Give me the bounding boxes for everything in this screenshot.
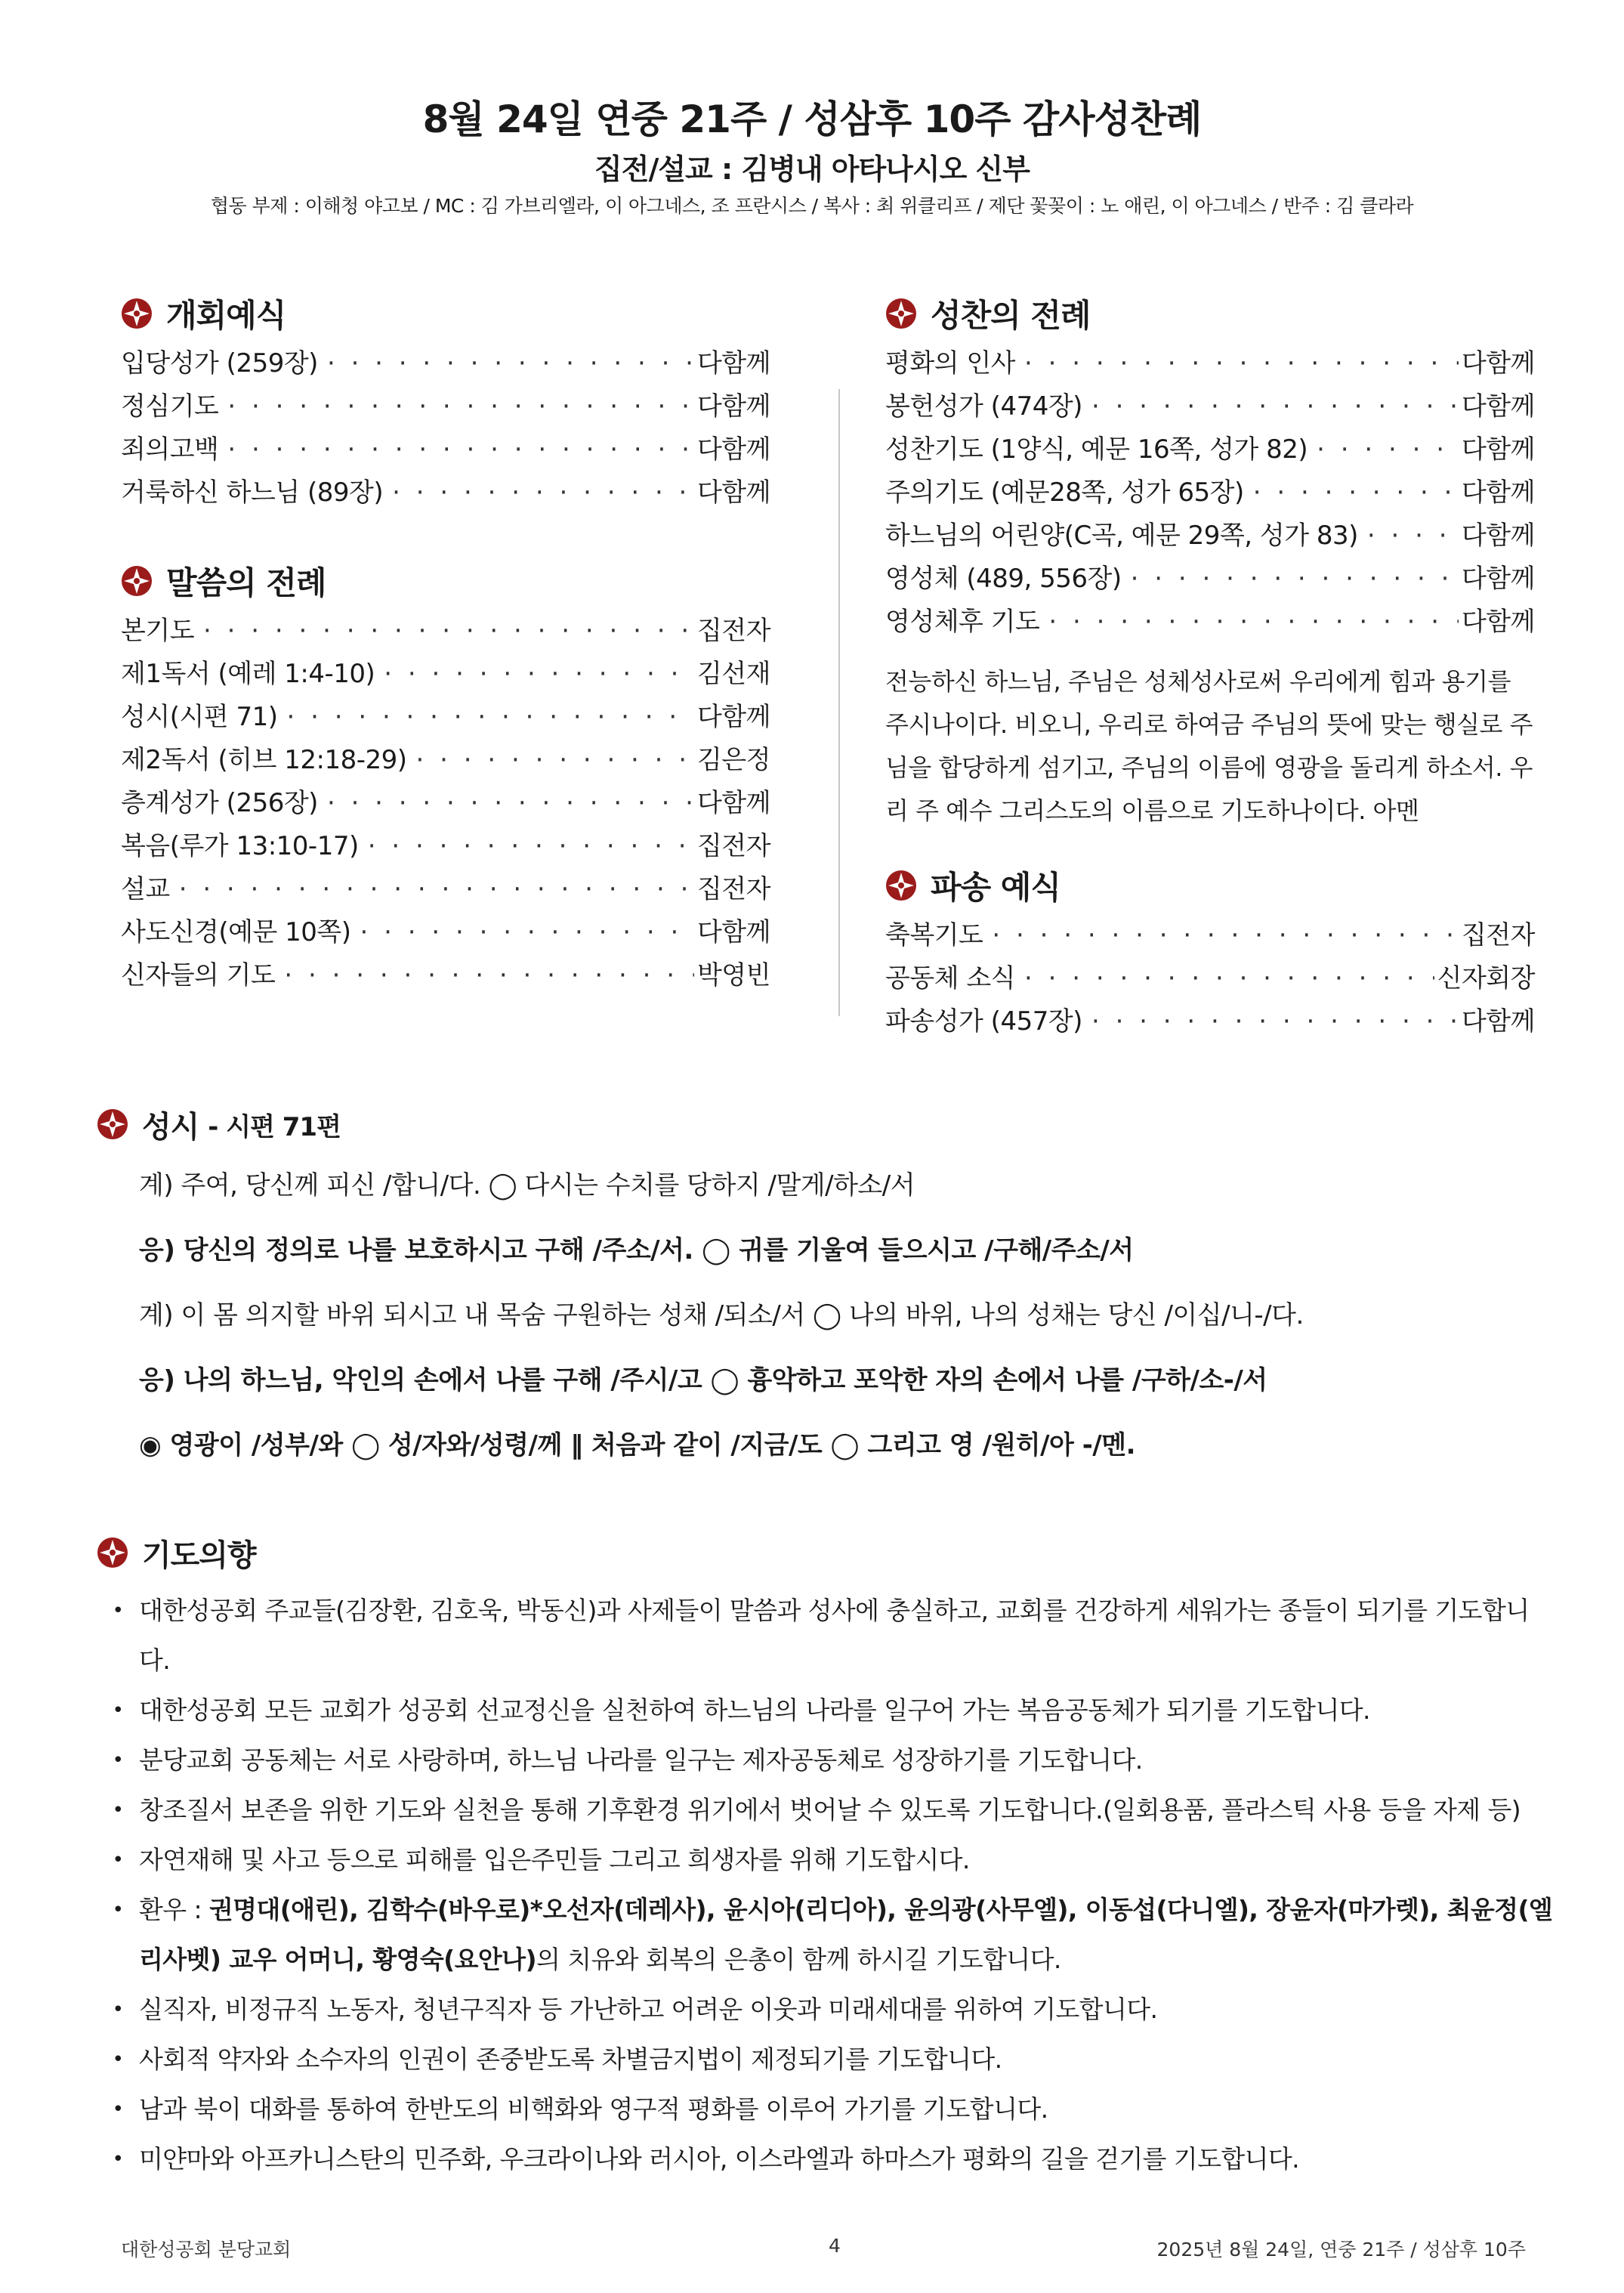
list-item bbox=[121, 342, 770, 385]
psalm-line: 계) 주여, 당신께 피신 /합니/다. ◯ 다시는 수치를 당하지 /말게/하소/서 bbox=[139, 1170, 915, 1201]
leader-dots bbox=[327, 788, 694, 818]
list-item bbox=[885, 957, 1535, 1000]
item-leader: 다함께 bbox=[1461, 1006, 1535, 1037]
list-item bbox=[121, 868, 770, 911]
list-item bbox=[121, 385, 770, 428]
leader-dots bbox=[1091, 1006, 1459, 1037]
section-title: 기도의향 bbox=[142, 1537, 256, 1573]
item-name: 거룩하신 하느님 (89장) bbox=[121, 477, 384, 508]
section-title: 말씀의 전례 bbox=[166, 564, 326, 601]
list-item-patients: • 환우 : 권명대(애린), 김학수(바우로)*오선자(데레사), 윤시아(리디아), 윤의광(사무엘), 이동섭(다니엘), 장윤자(마가렛), 최윤정(엘리사벳) 교우 어머니, 황영숙(요안나)의 치유와 회복의 은총이 함께 하시길 기도합니다. bbox=[112, 1895, 1553, 1974]
leader-dots bbox=[227, 391, 694, 422]
item-name: 영성체후 기도 bbox=[885, 607, 1040, 637]
section-opening-heading bbox=[121, 291, 770, 336]
list-item: • 대한성공회 주교들(김장환, 김호욱, 박동신)과 사제들이 말씀과 성사에 충실하고, 교회를 건강하게 세워가는 종들이 되기를 기도합니다. bbox=[112, 1596, 1530, 1675]
leader-dots bbox=[1367, 521, 1459, 551]
right-column bbox=[885, 291, 1535, 1043]
footer-church: 대한성공회 분당교회 bbox=[121, 2239, 292, 2261]
list-item bbox=[121, 696, 770, 739]
list-item: • 자연재해 및 사고 등으로 피해를 입은주민들 그리고 희생자를 위해 기도합시다. bbox=[112, 1845, 970, 1874]
item-leader: 다함께 bbox=[1461, 607, 1535, 637]
list-item bbox=[885, 914, 1535, 957]
list-item bbox=[885, 1000, 1535, 1043]
section-dismissal-heading bbox=[885, 863, 1535, 908]
list-item: • 남과 북이 대화를 통하여 한반도의 비핵화와 영구적 평화를 이루어 가기를 기도합니다. bbox=[112, 2094, 1048, 2124]
item-leader: 신자회장 bbox=[1437, 963, 1535, 994]
cross-circle-icon bbox=[121, 298, 153, 329]
leader-dots bbox=[227, 434, 694, 465]
item-name: 공동체 소식 bbox=[885, 963, 1016, 994]
leader-dots bbox=[384, 659, 694, 689]
section-subtitle: - 시편 71편 bbox=[208, 1111, 341, 1142]
list-item bbox=[121, 471, 770, 515]
item-name: 주의기도 (예문28쪽, 성가 65장) bbox=[885, 477, 1244, 508]
item-leader: 다함께 bbox=[696, 788, 770, 818]
item-name: 설교 bbox=[121, 874, 170, 904]
item-leader: 다함께 bbox=[696, 917, 770, 947]
leader-dots bbox=[286, 702, 693, 732]
leader-dots bbox=[327, 348, 694, 379]
item-name: 죄의고백 bbox=[121, 434, 219, 465]
leader-dots bbox=[1091, 391, 1459, 422]
list-item bbox=[885, 428, 1535, 471]
leader-dots bbox=[1048, 607, 1459, 637]
column-divider bbox=[838, 389, 840, 1016]
list-item bbox=[121, 782, 770, 825]
post-communion-prayer: 전능하신 하느님, 주님은 성체성사로써 우리에게 힘과 용기를 주시나이다. 비오니, 우리로 하여금 주님의 뜻에 맞는 행실로 주님을 합당하게 섬기고, 주님의 이름에 영광을 돌리게 하소서. 우리 주 예수 그리스도의 이름으로 기도하나이다. 아멘 bbox=[885, 667, 1533, 825]
psalm-line: ◉ 영광이 /성부/와 ◯ 성/자와/성령/께 ‖ 처음과 같이 /지금/도 ◯ 그리고 영 /원히/아 -/멘. bbox=[139, 1430, 1135, 1460]
item-name: 신자들의 기도 bbox=[121, 960, 276, 990]
page-footer bbox=[121, 2235, 1548, 2265]
item-leader: 김은정 bbox=[696, 745, 770, 775]
section-intentions-heading bbox=[97, 1530, 1555, 1575]
patients-prefix: 환우 : bbox=[139, 1895, 209, 1924]
list-item: • 창조질서 보존을 위한 기도와 실천을 통해 기후환경 위기에서 벗어날 수 있도록 기도합니다.(일회용품, 플라스틱 사용 등을 자제 등) bbox=[112, 1795, 1521, 1825]
leader-dots bbox=[203, 616, 694, 646]
item-name: 제1독서 (예레 1:4-10) bbox=[121, 659, 375, 689]
item-leader: 다함께 bbox=[696, 477, 770, 508]
cross-circle-icon bbox=[121, 565, 153, 597]
item-name: 평화의 인사 bbox=[885, 348, 1016, 379]
item-leader: 다함께 bbox=[696, 702, 770, 732]
word-list bbox=[121, 610, 770, 997]
psalm-line: 응) 당신의 정의로 나를 보호하시고 구해 /주소/서. ◯ 귀를 기울여 들으시고 /구해/주소/서 bbox=[139, 1235, 1134, 1265]
list-item: • 미얀마와 아프카니스탄의 민주화, 우크라이나와 러시아, 이스라엘과 하마스가 평화의 길을 걷기를 기도합니다. bbox=[112, 2144, 1300, 2174]
item-name: 축복기도 bbox=[885, 920, 983, 950]
section-title: 개회예식 bbox=[166, 297, 286, 334]
item-leader: 다함께 bbox=[1461, 391, 1535, 422]
leader-dots bbox=[1024, 348, 1459, 379]
psalm-section bbox=[97, 1102, 1532, 1478]
item-leader: 박영빈 bbox=[696, 960, 770, 990]
leader-dots bbox=[360, 917, 694, 947]
left-column bbox=[121, 291, 770, 997]
cross-circle-icon bbox=[97, 1108, 128, 1140]
section-title: 성시 bbox=[142, 1109, 199, 1145]
leader-dots bbox=[392, 477, 694, 508]
item-name: 봉헌성가 (474장) bbox=[885, 391, 1082, 422]
list-item bbox=[885, 342, 1535, 385]
list-item bbox=[121, 825, 770, 868]
leader-dots bbox=[992, 920, 1459, 950]
item-leader: 다함께 bbox=[696, 434, 770, 465]
leader-dots bbox=[416, 745, 694, 775]
list-item bbox=[121, 954, 770, 997]
item-name: 복음(루가 13:10-17) bbox=[121, 831, 359, 861]
item-leader: 다함께 bbox=[1461, 477, 1535, 508]
list-item bbox=[885, 471, 1535, 515]
section-eucharist-heading bbox=[885, 291, 1535, 336]
item-name: 본기도 bbox=[121, 616, 195, 646]
leader-dots bbox=[368, 831, 694, 861]
list-item bbox=[885, 515, 1535, 558]
item-leader: 다함께 bbox=[1461, 348, 1535, 379]
leader-dots bbox=[1253, 477, 1459, 508]
list-item: • 대한성공회 모든 교회가 성공회 선교정신을 실천하여 하느님의 나라를 일구어 가는 복음공동체가 되기를 기도합니다. bbox=[112, 1695, 1370, 1725]
item-leader: 다함께 bbox=[1461, 564, 1535, 594]
leader-dots bbox=[179, 874, 694, 904]
item-leader: 집전자 bbox=[696, 831, 770, 861]
item-leader: 다함께 bbox=[1461, 434, 1535, 465]
list-item bbox=[885, 558, 1535, 601]
list-item: • 사회적 약자와 소수자의 인권이 존중받도록 차별금지법이 제정되기를 기도합니다. bbox=[112, 2044, 1002, 2074]
item-name: 제2독서 (히브 12:18-29) bbox=[121, 745, 407, 775]
page-title: 8월 24일 연중 21주 / 성삼후 10주 감사성찬례 bbox=[422, 97, 1202, 141]
cross-circle-icon bbox=[97, 1537, 128, 1568]
item-leader: 집전자 bbox=[696, 874, 770, 904]
item-leader: 다함께 bbox=[696, 391, 770, 422]
psalm-lines bbox=[139, 1153, 1532, 1478]
item-leader: 다함께 bbox=[1461, 521, 1535, 551]
list-item: • 분당교회 공동체는 서로 사랑하며, 하느님 나라를 일구는 제자공동체로 성장하기를 기도합니다. bbox=[112, 1745, 1143, 1775]
section-title: 성찬의 전례 bbox=[931, 297, 1091, 334]
section-word-heading bbox=[121, 558, 770, 604]
item-leader: 집전자 bbox=[1461, 920, 1535, 950]
item-name: 영성체 (489, 556장) bbox=[885, 564, 1122, 594]
intentions-section bbox=[97, 1530, 1555, 2184]
footer-date: 2025년 8월 24일, 연중 21주 / 성삼후 10주 bbox=[1156, 2239, 1526, 2261]
list-item bbox=[121, 911, 770, 954]
celebrant-line: 집전/설교 : 김병내 아타나시오 신부 bbox=[594, 153, 1030, 186]
cross-circle-icon bbox=[885, 298, 917, 329]
psalm-line: 응) 나의 하느님, 악인의 손에서 나를 구해 /주시/고 ◯ 흉악하고 포악한 자의 손에서 나를 /구하/소-/서 bbox=[139, 1365, 1267, 1395]
patients-names: 권명대(애린), 김학수(바우로)*오선자(데레사), 윤시아(리디아), 윤의광(사무엘), 이동섭(다니엘), 장윤자(마가렛), 최윤정(엘리사벳) 교우 어머니, 황영숙(요안나) bbox=[139, 1895, 1553, 1974]
list-item bbox=[885, 385, 1535, 428]
cross-circle-icon bbox=[885, 870, 917, 901]
section-title: 파송 예식 bbox=[931, 869, 1061, 906]
patients-suffix: 의 치유와 회복의 은총이 함께 하시길 기도합니다. bbox=[536, 1945, 1061, 1974]
item-leader: 다함께 bbox=[696, 348, 770, 379]
item-name: 입당성가 (259장) bbox=[121, 348, 318, 379]
opening-list bbox=[121, 342, 770, 515]
leader-dots bbox=[1317, 434, 1459, 465]
list-item: • 실직자, 비정규직 노동자, 청년구직자 등 가난하고 어려운 이웃과 미래세대를 위하여 기도합니다. bbox=[112, 1995, 1158, 2024]
item-name: 파송성가 (457장) bbox=[885, 1006, 1082, 1037]
section-psalm-heading bbox=[97, 1102, 1532, 1147]
item-leader: 김선재 bbox=[696, 659, 770, 689]
item-leader: 집전자 bbox=[696, 616, 770, 646]
leader-dots bbox=[284, 960, 694, 990]
list-item bbox=[121, 739, 770, 782]
eucharist-list bbox=[885, 342, 1535, 644]
list-item bbox=[121, 653, 770, 696]
psalm-line: 계) 이 몸 의지할 바위 되시고 내 목숨 구원하는 성채 /되소/서 ◯ 나의 바위, 나의 성채는 당신 /이십/니-/다. bbox=[139, 1300, 1304, 1330]
leader-dots bbox=[1131, 564, 1459, 594]
intentions-list bbox=[97, 1586, 1555, 2184]
item-name: 층계성가 (256장) bbox=[121, 788, 318, 818]
item-name: 정심기도 bbox=[121, 391, 219, 422]
list-item bbox=[121, 610, 770, 653]
list-item bbox=[885, 601, 1535, 644]
list-item bbox=[121, 428, 770, 471]
leader-dots bbox=[1024, 963, 1434, 994]
page-number: 4 bbox=[829, 2235, 841, 2257]
staff-line: 협동 부제 : 이해청 야고보 / MC : 김 가브리엘라, 이 아그네스, 조 프란시스 / 복사 : 최 위클리프 / 제단 꽃꽂이 : 노 애린, 이 아그네스 / 반주 : 김 클라라 bbox=[210, 195, 1414, 217]
item-name: 성시(시편 71) bbox=[121, 702, 278, 732]
item-name: 하느님의 어린양(C곡, 예문 29쪽, 성가 83) bbox=[885, 521, 1358, 551]
item-name: 사도신경(예문 10쪽) bbox=[121, 917, 351, 947]
item-name: 성찬기도 (1양식, 예문 16쪽, 성가 82) bbox=[885, 434, 1308, 465]
dismissal-list bbox=[885, 914, 1535, 1043]
